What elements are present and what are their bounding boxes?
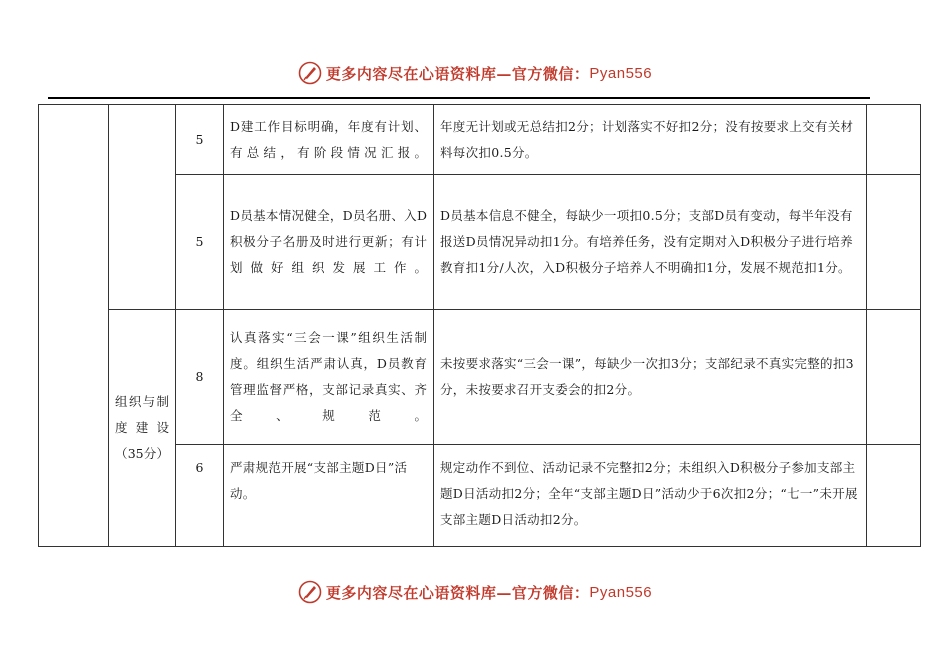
watermark-text: 更多内容尽在心语资料库—官方微信： <box>325 583 590 602</box>
watermark-id: Pyan556 <box>589 583 653 601</box>
assessment-table <box>38 104 921 547</box>
outer-category-cell <box>39 105 109 547</box>
category-cell-empty <box>109 105 176 310</box>
content-cell: 认真落实“三会一课”组织生活制度。组织生活严肃认真，D员教育管理监督严格，支部记录真实、齐全、规范。 <box>224 310 434 445</box>
criteria-cell: 未按要求落实“三会一课”，每缺少一次扣3分；支部纪录不真实完整的扣3分，未按要求召开支委会的扣2分。 <box>434 310 867 445</box>
watermark-banner-top <box>0 58 950 88</box>
quill-logo-icon <box>298 61 322 85</box>
table-row <box>39 310 921 445</box>
content-cell: D员基本情况健全，D员名册、入D积极分子名册及时进行更新；有计划做好组织发展工作。 <box>224 175 434 310</box>
remark-cell <box>867 105 921 175</box>
criteria-cell: 规定动作不到位、活动记录不完整扣2分；未组织入D积极分子参加支部主题D日活动扣2分；全年“支部主题D日”活动少于6次扣2分；“七一”未开展支部主题D日活动扣2分。 <box>434 445 867 547</box>
score-cell: 8 <box>176 310 224 445</box>
remark-cell <box>867 310 921 445</box>
score-cell: 6 <box>176 445 224 547</box>
table-row <box>39 105 921 175</box>
watermark-id: Pyan556 <box>589 64 653 82</box>
watermark-text: 更多内容尽在心语资料库—官方微信： <box>325 64 590 83</box>
content-cell: D建工作目标明确，年度有计划、有总结，有阶段情况汇报。 <box>224 105 434 175</box>
remark-cell <box>867 175 921 310</box>
score-cell: 5 <box>176 175 224 310</box>
quill-logo-icon <box>298 580 322 604</box>
remark-cell <box>867 445 921 547</box>
criteria-cell: D员基本信息不健全，每缺少一项扣0.5分；支部D员有变动，每半年没有报送D员情况异动扣1分。有培养任务，没有定期对入D积极分子进行培养教育扣1分/人次，入D积极分子培养人不明确扣1分，发展不规范扣1分。 <box>434 175 867 310</box>
header-rule <box>48 97 870 99</box>
category-cell: 组织与制度建设（35分） <box>109 310 176 547</box>
watermark-banner-bottom <box>0 577 950 607</box>
score-cell: 5 <box>176 105 224 175</box>
criteria-cell: 年度无计划或无总结扣2分；计划落实不好扣2分；没有按要求上交有关材料每次扣0.5分。 <box>434 105 867 175</box>
content-cell: 严肃规范开展“支部主题D日”活动。 <box>224 445 434 547</box>
